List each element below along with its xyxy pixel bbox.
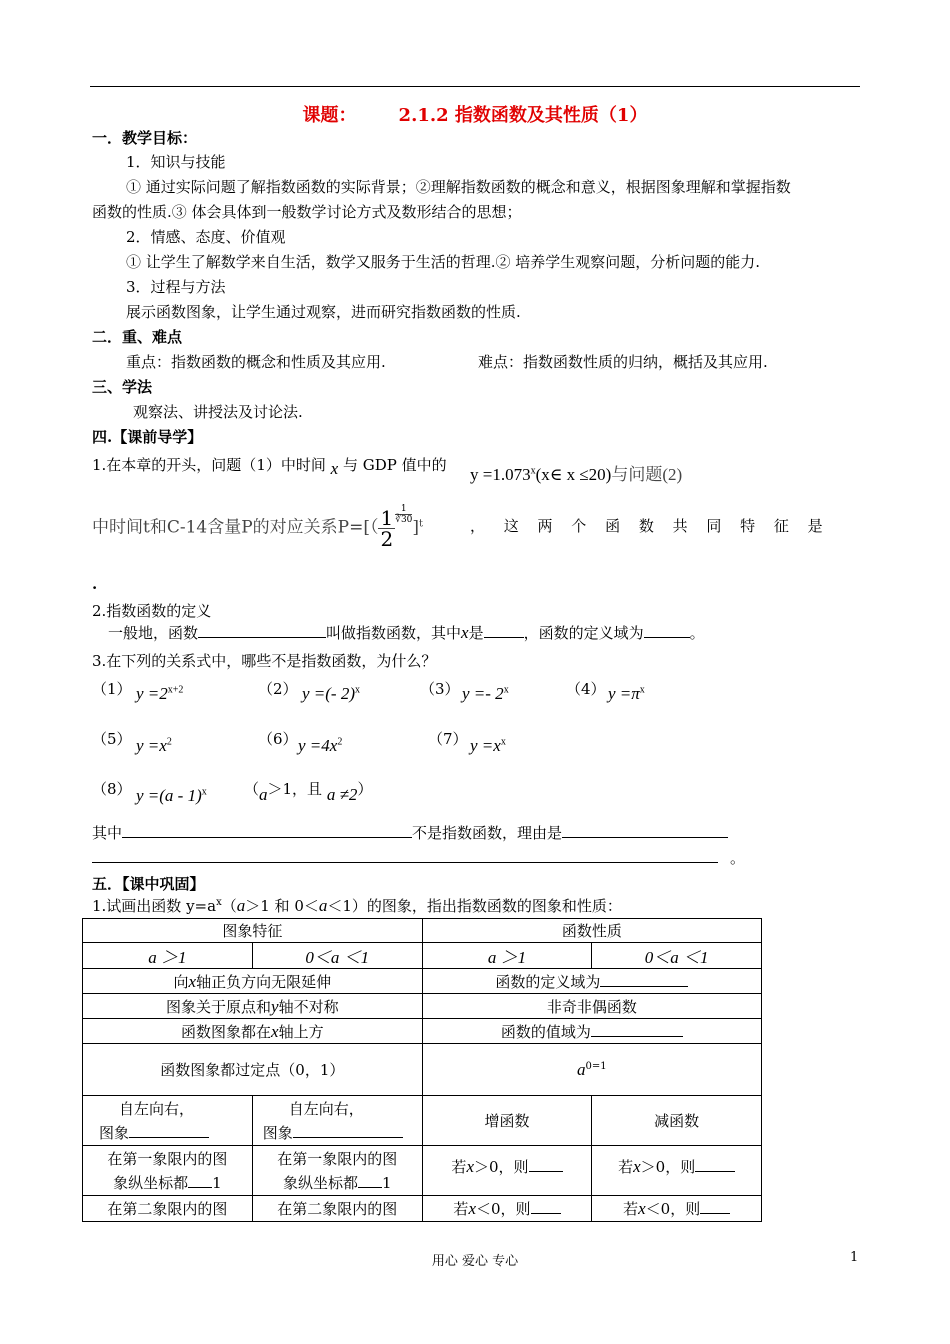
r7-c4-a: 若: [623, 1200, 639, 1218]
item-6-formula: [298, 736, 342, 756]
q1-line-2: [92, 504, 424, 551]
page-number: 1: [850, 1250, 859, 1265]
q2-ordinate-a-gt-1: 在第二象限内的图: [83, 1196, 253, 1222]
process-line: 展示函数图象，让学生通过观察，进而研究指数函数的性质.: [126, 303, 521, 321]
method-line: 观察法、讲授法及讨论法.: [133, 403, 303, 421]
decreasing-function: 减函数: [592, 1096, 762, 1146]
case-left-a-gt-1: a ＞1: [83, 943, 253, 969]
case-right-a-gt-1: a ＞1: [422, 943, 592, 969]
table-row: [83, 1019, 762, 1044]
which-line-2: [92, 847, 745, 868]
which-text-a: 其中: [92, 824, 123, 842]
x-negative-blank-gt-1[interactable]: [531, 1198, 561, 1214]
r6-c2-c: 1: [381, 1173, 392, 1192]
r6-c1-b: 象纵坐标都: [113, 1173, 189, 1192]
difficult-point: 难点：指数函数性质的归纳，概括及其应用.: [478, 353, 768, 371]
q1-formula: [470, 460, 682, 485]
section-1-heading: 一．教学目标：: [92, 129, 198, 147]
r6-c4-b: ＞0，则: [640, 1158, 696, 1176]
item-7-formula: [470, 736, 506, 756]
section-4-heading: 四.【课前导学】: [92, 428, 203, 446]
knowledge-line-2: 函数的性质.③ 体会具体到一般数学讨论方式及数形结合的思想；: [92, 203, 522, 221]
fixed-point-feature: 函数图象都过定点（0，1）: [83, 1044, 423, 1096]
x-positive-blank-lt-1[interactable]: [695, 1156, 735, 1172]
item-8-condition: [244, 778, 373, 804]
table-row: [83, 1196, 762, 1222]
item-8-cond-open: （: [244, 780, 260, 798]
header-rule: [90, 86, 860, 87]
r6-c3-x: x: [466, 1157, 474, 1176]
q1-fraction-num: 1: [380, 506, 394, 530]
x-negative-lt-1: [592, 1196, 762, 1222]
item-8-cond-text: ＞1，且: [267, 780, 323, 798]
item-5-number: （5）: [92, 730, 132, 748]
which-blank-list[interactable]: [122, 822, 412, 838]
a-zero-property: [422, 1044, 761, 1096]
properties-table: [82, 918, 762, 1222]
q2-ordinate-a-lt-1: 在第二象限内的图: [252, 1196, 422, 1222]
r2-left-a: 图象关于原点和: [166, 997, 272, 1016]
q2-text-d: ，函数的定义域为: [523, 624, 644, 642]
emotion-title: 2．情感、态度、价值观: [126, 228, 286, 246]
section-5-heading: 五．【课中巩固】: [92, 875, 205, 893]
q1-formula-base: y =1.073: [470, 465, 531, 484]
item-4-number: （4）: [566, 680, 606, 698]
item-8-cond-close: ）: [357, 780, 373, 798]
emotion-line: ① 让学生了解数学来自生活，数学又服务于生活的哲理.② 培养学生观察问题，分析问题的能力.: [126, 253, 761, 271]
q2-text-e: 。: [689, 624, 705, 642]
x-negative-blank-lt-1[interactable]: [700, 1198, 730, 1214]
range-blank[interactable]: [591, 1021, 683, 1037]
r6-c3-b: ＞0，则: [473, 1158, 529, 1176]
item-3-exp: x: [503, 684, 509, 696]
which-blank-reason-cont[interactable]: [92, 847, 718, 863]
q2-blank-x[interactable]: [484, 622, 524, 638]
r1-left-a: 向: [173, 972, 189, 991]
table-case-row: [83, 943, 762, 969]
s5-q1-a: 1.试画出函数 y=a: [92, 897, 217, 915]
r1-left-x: x: [188, 971, 197, 991]
q2-text-a: 一般地，函数: [108, 624, 199, 642]
which-end: 。: [730, 849, 746, 867]
q1-t-exp: t: [419, 518, 424, 530]
q1-line-1: [92, 454, 447, 478]
domain-property: [422, 969, 761, 994]
q1-ordinate-a-gt-1: [83, 1146, 253, 1196]
r6-c1-a: 在第一象限内的图: [107, 1149, 228, 1168]
item-3-formula: [462, 684, 509, 704]
q1-ordinate-a-lt-1: [252, 1146, 422, 1196]
r1-right-text: 函数的定义域为: [495, 972, 601, 991]
q2-text-c: 是: [468, 624, 484, 642]
r6-c3-a: 若: [451, 1158, 467, 1176]
item-6-base: y =4x: [298, 736, 338, 755]
trend-blank-lt-1[interactable]: [293, 1122, 403, 1138]
s5-q1-var-a1: a: [236, 896, 246, 915]
s5-q1-b: （: [221, 897, 237, 915]
range-property: [422, 1019, 761, 1044]
q1-var-x: x: [330, 459, 339, 478]
item-6-number: （6）: [258, 730, 298, 748]
header-function-properties: 函数性质: [422, 919, 761, 943]
q2-text-b: 叫做指数函数，其中: [326, 624, 462, 642]
q2-title: 2.指数函数的定义: [92, 602, 212, 620]
item-2-formula: [302, 684, 360, 704]
q1-formula-exp: x: [530, 465, 536, 477]
item-1-exp: x+2: [167, 684, 184, 696]
q1-exponent-den: ∛30: [395, 515, 413, 525]
r7-c4-b: ＜0，则: [645, 1200, 701, 1218]
table-row: [83, 969, 762, 994]
s5-q1-var-a2: a: [318, 896, 328, 915]
r6-c4-a: 若: [618, 1158, 634, 1176]
q2-line: [108, 622, 705, 643]
ordinate-blank-lt-1[interactable]: [358, 1172, 382, 1188]
knowledge-line-1: ① 通过实际问题了解指数函数的实际背景；②理解指数函数的概念和意义，根据图象理解和掌握指数: [126, 178, 791, 196]
increasing-function: 增函数: [422, 1096, 592, 1146]
r6-c2-b: 象纵坐标都: [282, 1173, 358, 1192]
q1-tail: ， 这 两 个 函 数 共 同 特 征 是: [470, 517, 823, 535]
item-8-exp: x: [201, 786, 207, 798]
item-2-base: y =(- 2): [302, 684, 356, 703]
title-prefix: 课题：: [302, 105, 357, 126]
item-8-formula: [136, 786, 207, 806]
table-row: [83, 1096, 762, 1146]
item-4-exp: x: [639, 684, 645, 696]
knowledge-title: 1．知识与技能: [126, 153, 226, 171]
section-3-heading: 三、学法: [92, 378, 153, 396]
r3-left-a: 函数图象都在: [181, 1022, 272, 1041]
r6-c1-c: 1: [212, 1173, 222, 1192]
item-5-exp: 2: [166, 736, 172, 748]
q2-blank-function[interactable]: [198, 622, 326, 638]
r4-right-b: =1: [591, 1060, 607, 1072]
footer-slogan: 用心 爱心 专心: [431, 1254, 519, 1269]
key-point: 重点：指数函数的概念和性质及其应用.: [126, 353, 386, 371]
r3-left-x: x: [271, 1021, 279, 1041]
r7-c4-x: x: [638, 1199, 646, 1218]
above-axis-feature: [83, 1019, 423, 1044]
r6-c2-a: 在第一象限内的图: [277, 1149, 398, 1168]
q1-text-b: 与 GDP 值中的: [342, 456, 447, 474]
q1-text-a: 1.在本章的开头，问题（1）中时间: [92, 456, 326, 474]
x-negative-gt-1: [422, 1196, 592, 1222]
section-2-heading: 二．重、难点: [92, 328, 183, 346]
r7-c3-x: x: [468, 1199, 476, 1218]
header-graph-features: 图象特征: [83, 919, 423, 943]
r4-right-a: a: [577, 1059, 586, 1079]
q1-exponent: [395, 504, 412, 525]
item-1-base: y =2: [136, 684, 168, 703]
item-8-base: y =(a - 1): [136, 786, 202, 805]
domain-blank[interactable]: [600, 971, 688, 987]
r3-left-b: 轴上方: [278, 1022, 324, 1041]
item-7-exp: x: [500, 736, 506, 748]
item-1-number: （1）: [92, 680, 132, 698]
s5-q1-f: ＜1）的图象，指出指数函数的图象和性质：: [327, 897, 622, 915]
table-row: [83, 994, 762, 1019]
r5-c1-a: 自左向右，: [119, 1099, 195, 1118]
q1-text-c: 与问题(2): [611, 465, 683, 484]
item-7-base: y =x: [470, 736, 501, 755]
which-line: [92, 822, 728, 843]
parity-property: 非奇非偶函数: [422, 994, 761, 1019]
q1-exponent-num: 1: [395, 504, 412, 515]
r7-c3-a: 若: [453, 1200, 469, 1218]
x-positive-blank-gt-1[interactable]: [529, 1156, 563, 1172]
r2-left-b: 轴不对称: [278, 997, 339, 1016]
title-text: 2.1.2 指数函数及其性质（1）: [398, 105, 648, 126]
r5-c2-a: 自左向右，: [288, 1099, 364, 1118]
r1-left-b: 轴正负方向无限延伸: [196, 972, 332, 991]
r3-right-text: 函数的值域为: [500, 1022, 591, 1041]
item-6-exp: 2: [337, 736, 343, 748]
case-right-a-lt-1: 0＜a ＜1: [592, 943, 762, 969]
item-7-number: （7）: [428, 730, 468, 748]
r5-c2-b: 图象: [262, 1123, 293, 1142]
item-3-base: y =- 2: [462, 684, 504, 703]
q1-fraction-den: 2: [380, 527, 394, 551]
item-8-cond-ne: a ≠2: [326, 785, 358, 804]
item-3-number: （3）: [420, 680, 460, 698]
process-title: 3．过程与方法: [126, 278, 226, 296]
left-to-right-a-gt-1: [83, 1096, 253, 1146]
q1-relation-text: 中时间t和C-14含量P的对应关系P=[（: [92, 517, 379, 538]
item-2-number: （2）: [258, 680, 298, 698]
x-positive-gt-1: [422, 1146, 592, 1196]
extend-feature: [83, 969, 423, 994]
r7-c3-b: ＜0，则: [475, 1200, 531, 1218]
s5-q1-d: ＞1 和 0＜: [245, 897, 319, 915]
s5-q1: [92, 895, 622, 916]
case-left-a-lt-1: 0＜a ＜1: [252, 943, 422, 969]
item-4-formula: [608, 684, 645, 704]
r4-right-exp: 0: [585, 1060, 592, 1072]
page-title: [0, 101, 950, 127]
s5-q1-exp: x: [216, 897, 222, 908]
item-5-base: y =x: [136, 736, 167, 755]
item-5-formula: [136, 736, 172, 756]
table-row: [83, 1044, 762, 1096]
r5-c1-b: 图象: [99, 1123, 130, 1142]
q2-blank-domain[interactable]: [644, 622, 690, 638]
q1-dot: .: [92, 575, 98, 593]
r2-left-y: y: [271, 996, 279, 1016]
item-4-base: y =π: [608, 684, 640, 703]
which-blank-reason[interactable]: [562, 822, 728, 838]
item-1-formula: [136, 684, 183, 704]
trend-blank-gt-1[interactable]: [129, 1122, 209, 1138]
table-header-row: [83, 919, 762, 943]
item-2-exp: x: [355, 684, 361, 696]
q1-close-bracket: ]: [412, 517, 420, 538]
x-positive-lt-1: [592, 1146, 762, 1196]
r6-c4-x: x: [633, 1157, 641, 1176]
item-8-number: （8）: [92, 780, 132, 798]
q1-formula-cond: (x∈ x ≤20): [535, 465, 612, 484]
q3-title: 3.在下列的关系式中，哪些不是指数函数，为什么？: [92, 652, 437, 670]
q2-var-x: x: [461, 623, 469, 642]
left-to-right-a-lt-1: [252, 1096, 422, 1146]
ordinate-blank-gt-1[interactable]: [188, 1172, 212, 1188]
symmetry-feature: [83, 994, 423, 1019]
q1-fraction: [378, 508, 395, 549]
item-8-cond-var-a: a: [259, 785, 268, 804]
table-row: [83, 1146, 762, 1196]
which-text-b: 不是指数函数，理由是: [412, 824, 563, 842]
